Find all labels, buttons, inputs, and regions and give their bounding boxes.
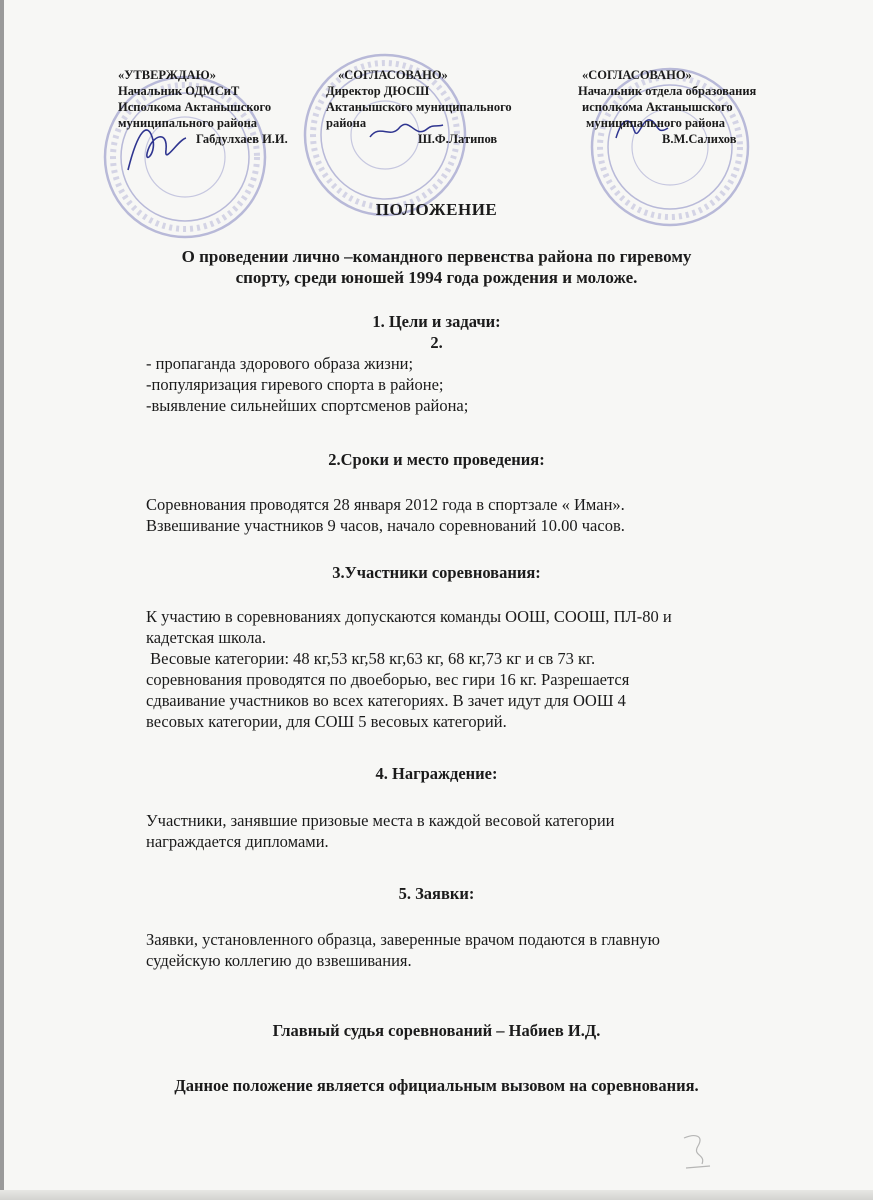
approval-signer: Ш.Ф.Латипов [418,132,498,146]
chief-judge: Главный судья соревнований – Набиев И.Д. [272,1021,601,1040]
paragraph-line: весовых категории, для СОШ 5 весовых категорий. [146,712,507,731]
closing-statement: Данное положение является официальным вызовом на соревнования. [174,1076,699,1095]
paragraph-line: награждается дипломами. [146,832,329,851]
approval-signer: В.М.Салихов [662,132,737,146]
approval-line: района [326,116,367,130]
goal-item: -выявление сильнейших спортсменов района; [146,396,469,415]
approval-title: «УТВЕРЖДАЮ» [118,68,216,82]
paragraph-line: Взвешивание участников 9 часов, начало соревнований 10.00 часов. [146,516,625,535]
document-subtitle [0,246,873,288]
approval-title: «СОГЛАСОВАНО» [338,68,448,82]
section-heading-dates: 2.Сроки и место проведения: [328,450,545,469]
approval-title: «СОГЛАСОВАНО» [582,68,692,82]
goal-item: -популяризация гиревого спорта в районе; [146,375,444,394]
approval-line: муниципального района [118,116,258,130]
document-title: ПОЛОЖЕНИЕ [375,200,498,219]
paragraph-line: соревнования проводятся по двоеборью, вес гири 16 кг. Разрешается [146,670,630,689]
goal-item: - пропаганда здорового образа жизни; [146,354,414,373]
subtitle-line: О проведении лично –командного первенства района по гиревому [181,247,692,266]
paragraph-line: кадетская школа. [146,628,266,647]
subtitle-line: спорту, среди юношей 1994 года рождения и моложе. [235,268,638,287]
approval-line: Директор ДЮСШ [326,84,430,98]
scan-edge [0,0,4,1200]
approval-signer: Габдулхаев И.И. [196,132,288,146]
section-heading-applications: 5. Заявки: [398,884,475,903]
approval-line: Актанышского муниципального [326,100,512,114]
scan-bottom-edge [0,1190,873,1200]
section-body-participants [146,606,672,732]
approval-line: исполкома Актанышского [582,100,733,114]
paragraph-line: Весовые категории: 48 кг,53 кг,58 кг,63 кг, 68 кг,73 кг и св 73 кг. [146,649,596,668]
section-heading-participants: 3.Участники соревнования: [332,563,541,582]
approval-line: муниципального района [586,116,726,130]
paragraph-line: Участники, занявшие призовые места в каждой весовой категории [146,811,615,830]
paragraph-line: К участию в соревнованиях допускаются команды ООШ, СООШ, ПЛ-80 и [146,607,672,626]
approval-line: Начальник отдела образования [578,84,757,98]
section-body-dates [146,494,625,536]
section-heading-awards: 4. Награждение: [375,764,498,783]
approval-block-agreed-dyussh [320,67,512,147]
paragraph-line: Заявки, установленного образца, заверенные врачом подаются в главную [146,930,660,949]
section-heading-goals: 1. Цели и задачи: [372,312,501,331]
section-heading-number: 2. [430,333,443,352]
paragraph-line: сдваивание участников во всех категориях. В зачет идут для ООШ 4 [146,691,626,710]
paragraph-line: судейскую коллегию до взвешивания. [146,951,412,970]
section-body-goals [146,353,468,416]
approval-block-approve [118,67,288,147]
approval-block-agreed-education [578,67,756,147]
approval-line: Исполкома Актанышского [118,100,272,114]
paragraph-line: Соревнования проводятся 28 января 2012 года в спортзале « Иман». [146,495,625,514]
signature-bottom-mark [676,1128,716,1183]
section-body-applications [146,929,660,971]
approval-line: Начальник ОДМСиТ [118,84,240,98]
section-body-awards [146,810,615,852]
